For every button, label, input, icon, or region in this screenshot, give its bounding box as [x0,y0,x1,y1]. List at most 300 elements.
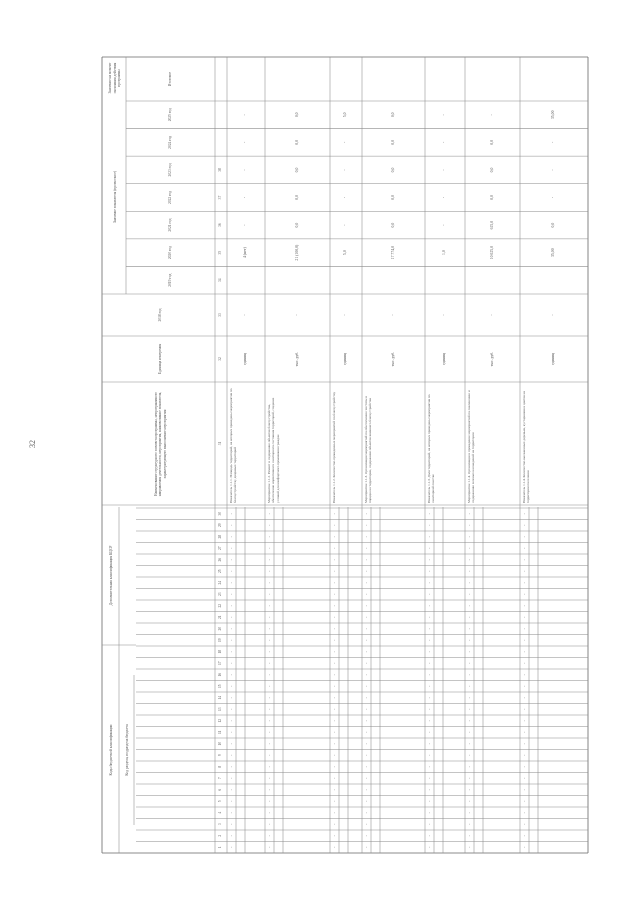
classification-mark: - [333,789,337,791]
classification-mark: - [230,616,234,618]
classification-mark: - [365,674,369,676]
value-cell: - [442,169,446,171]
classification-mark: - [365,536,369,538]
classification-mark: - [268,570,272,572]
classification-mark: - [365,835,369,837]
classification-mark: - [365,616,369,618]
classification-mark: - [230,524,234,526]
value-cell: 10 025,0 [489,246,494,260]
classification-mark: - [428,628,432,630]
classification-mark: - [468,582,472,584]
unit-cell: единиц [442,353,446,365]
classification-mark: - [523,812,527,814]
indicator-description: Показатель 1.1.4. Количество высаженных деревьев, кустарников и цветов на территории поселения [522,391,531,503]
value-cell: 0,0 [489,167,494,173]
classification-mark: - [523,835,527,837]
value-cell: 0,0 [390,195,395,200]
classification-mark: - [523,720,527,722]
value-cell: 0,0 [390,222,395,228]
column-number: 35 [218,250,222,255]
classification-mark: - [428,835,432,837]
unit-cell: тыс. руб. [489,351,494,367]
classification-mark: - [468,651,472,653]
classification-mark: - [268,754,272,756]
classification-mark: - [428,651,432,653]
value-cell: - [442,114,446,116]
classification-mark: - [428,662,432,664]
year-header: 2019 год [168,273,173,287]
classification-mark: - [428,789,432,791]
classification-mark: - [268,674,272,676]
classification-mark: - [268,536,272,538]
classification-mark: - [523,628,527,630]
value-cell: - [343,314,347,316]
classification-mark: - [333,708,337,710]
classification-mark: - [333,835,337,837]
classification-mark: - [468,513,472,515]
classification-mark: - [268,628,272,630]
classification-mark: - [428,605,432,607]
year-header: 2024 год [168,135,173,149]
classification-mark: - [333,616,337,618]
classification-mark: - [468,766,472,768]
classification-mark: - [268,582,272,584]
classification-mark: - [468,628,472,630]
year-header: 2021 год [168,218,173,232]
classification-mark: - [365,754,369,756]
classification-mark: - [365,685,369,687]
classification-mark: - [428,743,432,745]
classification-mark: - [268,639,272,641]
value-cell: 35,00 [551,110,555,120]
classification-mark: - [365,628,369,630]
classification-mark: - [468,720,472,722]
classification-mark: - [428,823,432,825]
classification-mark: - [333,662,337,664]
value-cell: - [243,196,247,199]
classification-mark: - [523,536,527,538]
classification-mark: - [428,547,432,549]
classification-mark: - [468,662,472,664]
classification-mark: - [428,800,432,802]
classification-mark: - [230,628,234,630]
classification-mark: - [523,731,527,733]
column-number: 17 [218,661,222,666]
classification-mark: - [230,720,234,722]
classification-mark: - [333,536,337,538]
classification-mark: - [333,593,337,595]
classification-mark: - [365,593,369,595]
value-cell: 615,0 [489,220,494,230]
classification-mark: - [468,605,472,607]
column-number: 2 [218,834,222,837]
classification-mark: - [230,605,234,607]
value-cell: - [243,141,247,144]
classification-mark: - [428,536,432,538]
column-number: 8 [218,765,222,768]
classification-mark: - [365,513,369,515]
classification-mark: - [333,743,337,745]
classification-group-header: Коды бюджетной классификации [108,724,113,776]
classification-mark: - [268,766,272,768]
value-cell: - [442,314,446,316]
classification-mark: - [428,754,432,756]
classification-mark: - [230,835,234,837]
column-number: 30 [218,511,222,516]
unit-cell: единиц [243,353,247,365]
classification-mark: - [468,835,472,837]
classification-mark: - [428,846,432,848]
classification-mark: - [230,754,234,756]
classification-mark: - [365,766,369,768]
column-number: 3 [218,823,222,826]
classification-mark: - [365,639,369,641]
classification-mark: - [333,754,337,756]
classification-mark: - [468,685,472,687]
classification-mark: - [333,570,337,572]
value-cell: 0,0 [294,140,299,145]
classification-mark: - [523,697,527,699]
classification-mark: - [365,812,369,814]
classification-mark: - [333,823,337,825]
classification-mark: - [230,593,234,595]
base-year-header: 2018 год [158,308,163,322]
value-cell: 17 774,0 [390,246,395,260]
classification-mark: - [268,743,272,745]
classification-mark: - [468,547,472,549]
column-number: 28 [218,534,222,539]
classification-mark: - [468,536,472,538]
classification-mark: - [365,731,369,733]
classification-mark: - [523,800,527,802]
classification-mark: - [428,766,432,768]
classification-mark: - [333,800,337,802]
value-cell: - [551,314,555,316]
classification-mark: - [523,559,527,561]
column-number: 36 [218,223,222,227]
classification-mark: - [268,731,272,733]
column-number: 33 [218,313,222,317]
year-header: 2022 год [168,191,173,205]
classification-mark: - [365,570,369,572]
total-group-header: Значение на момент окончания действия программы [108,62,122,94]
column-number: 26 [218,557,222,562]
classification-mark: - [523,616,527,618]
classification-mark: - [523,513,527,515]
indicator-description: Мероприятие 1.1.3. Организация мероприятий по обеспечению чистоты и порядка на территории, содержание объектов внешнего благоустройства [364,395,373,503]
classification-mark: - [333,547,337,549]
classification-mark: - [268,823,272,825]
classification-mark: - [523,754,527,756]
value-cell: 0,0 [489,140,494,145]
classification-mark: - [365,605,369,607]
classification-mark: - [230,651,234,653]
value-cell: - [551,196,555,199]
classification-mark: - [468,639,472,641]
classification-mark: - [523,593,527,595]
classification-mark: - [428,697,432,699]
column-number: 6 [218,788,222,791]
classification-mark: - [268,593,272,595]
classification-mark: - [333,685,337,687]
classification-mark: - [365,800,369,802]
classification-mark: - [333,731,337,733]
rotated-table [100,55,590,855]
classification-mark: - [523,674,527,676]
classification-mark: - [230,812,234,814]
column-number: 27 [218,546,222,551]
classification-mark: - [523,662,527,664]
indicator-description: Показатель 1.1.1. Площадь территорий, на которых проведены мероприятия по благоустройству дворовых территорий [229,388,238,503]
column-number: 13 [218,707,222,712]
classification-mark: - [365,524,369,526]
classification-mark: - [230,570,234,572]
year-header: 2020 год [168,246,173,260]
classification-mark: - [428,708,432,710]
value-cell: - [390,314,395,316]
unit-cell: тыс. руб. [390,351,395,367]
classification-mark: - [428,616,432,618]
column-number: 7 [218,777,222,780]
value-cell: 5,0 [343,112,347,118]
classification-mark: - [523,651,527,653]
classification-mark: - [428,720,432,722]
column-number: 25 [218,569,222,574]
indicator-description: Мероприятие 1.1.4. Организация и проведение мероприятий по озеленению и содержанию зеленых насаждений на территории [467,390,476,503]
classification-mark: - [230,708,234,710]
value-cell: - [551,169,555,171]
classification-mark: - [523,743,527,745]
unit-header: Единица измерения [158,343,163,375]
column-number: 32 [218,357,222,361]
indicator-title-header: Наименование структурного элемента программы, непрограммного направления деятельности, мероприятия, наименование показателя, характеризующего выполнение мероприятия [153,391,167,497]
classification-mark: - [365,651,369,653]
classification-mark: - [333,524,337,526]
classification-mark: - [268,662,272,664]
column-number: 5 [218,800,222,803]
value-cell: 0,0 [294,112,299,118]
classification-mark: - [230,674,234,676]
classification-mark: - [230,547,234,549]
column-number: 34 [218,278,222,283]
classification-mark: - [268,697,272,699]
value-cell: 5,0 [343,250,347,256]
classification-mark: - [365,559,369,561]
value-cell: 0,0 [390,140,395,145]
classification-mark: - [268,651,272,653]
classification-mark: - [230,536,234,538]
unit-cell: тыс. руб. [294,351,299,367]
classification-mark: - [268,708,272,710]
value-cell: - [442,224,446,226]
classification-mark: - [428,524,432,526]
column-number: 20 [218,626,222,631]
classification-mark: - [230,697,234,699]
year-header: 2023 год [168,163,173,177]
column-number: 18 [218,649,222,654]
classification-mark: - [268,685,272,687]
classification-mark: - [365,846,369,848]
classification-mark: - [428,582,432,584]
classification-mark: - [428,812,432,814]
value-cell: - [294,314,299,316]
classification-mark: - [523,685,527,687]
column-number: 23 [218,592,222,597]
classification-mark: - [523,639,527,641]
value-cell: 21 (100,0) [294,244,299,261]
classification-mark: - [468,524,472,526]
classification-mark: - [230,559,234,561]
column-number: 12 [218,718,222,723]
classification-mark: - [428,593,432,595]
classification-mark: - [365,708,369,710]
unit-cell: единиц [551,353,555,365]
value-cell: - [343,196,347,199]
classification-mark: - [365,823,369,825]
classification-mark: - [333,582,337,584]
classification-mark: - [468,777,472,779]
value-cell: 0,0 [390,167,395,173]
classification-mark: - [333,766,337,768]
classification-mark: - [365,582,369,584]
classification-mark: - [468,593,472,595]
value-cell: - [243,114,247,116]
extra-group-header: Дополнительная классификация КЦСР [108,545,113,606]
classification-mark: - [468,812,472,814]
indicator-description: Показатель 1.1.3. Доля территорий, на которых проведены мероприятия по санитарной очистке [427,394,436,503]
column-number: 21 [218,615,222,620]
classification-mark: - [333,639,337,641]
value-cell: - [343,224,347,226]
classification-mark: - [268,720,272,722]
classification-mark: - [268,789,272,791]
value-cell: - [442,141,446,144]
classification-mark: - [333,720,337,722]
classification-mark: - [230,766,234,768]
classification-mark: - [365,720,369,722]
classification-mark: - [365,662,369,664]
classification-mark: - [333,674,337,676]
classification-mark: - [333,605,337,607]
classification-mark: - [523,605,527,607]
classification-mark: - [468,800,472,802]
classification-mark: - [268,800,272,802]
column-number: 31 [218,441,222,446]
classification-mark: - [365,743,369,745]
year-header: Итоговое [168,71,173,87]
classification-mark: - [428,559,432,561]
column-number: 4 [218,811,222,814]
value-cell: 0,0 [489,195,494,200]
classification-mark: - [268,835,272,837]
classification-mark: - [333,846,337,848]
classification-mark: - [468,570,472,572]
classification-mark: - [230,823,234,825]
classification-mark: - [268,777,272,779]
year-header: 2025 год [168,108,173,122]
classification-mark: - [230,731,234,733]
value-cell: 0,0 [294,167,299,173]
indicator-description: Показатель 1.1.2. Количество проведенных мероприятий по благоустройству [332,391,336,503]
column-number: 37 [218,195,222,200]
classification-mark: - [268,547,272,549]
classification-mark: - [333,651,337,653]
classification-mark: - [468,674,472,676]
classification-mark: - [523,524,527,526]
value-cell: 0,0 [294,195,299,200]
classification-mark: - [333,628,337,630]
expense-group-header: Код раздела, подраздела бюджета [124,724,129,776]
classification-mark: - [428,674,432,676]
classification-mark: - [268,846,272,848]
page-number: 32 [28,440,37,448]
classification-mark: - [230,639,234,641]
classification-mark: - [268,559,272,561]
classification-mark: - [523,708,527,710]
value-cell: 1,0 [442,250,446,256]
classification-mark: - [230,513,234,515]
classification-mark: - [428,685,432,687]
values-group-header: Значение показателя (прогнозное) [112,170,117,224]
classification-mark: - [428,731,432,733]
classification-mark: - [333,513,337,515]
indicator-description: Мероприятие 1.1.2. Ремонт и содержание объектов благоустройства, обеспечение нормативного санитарного состояния территорий, создание условий для комфортного проживания граждан [267,397,280,503]
classification-mark: - [523,777,527,779]
classification-mark: - [428,570,432,572]
value-cell: - [243,169,247,171]
unit-cell: единиц [343,353,347,365]
classification-mark: - [230,789,234,791]
classification-mark: - [468,846,472,848]
classification-mark: - [428,639,432,641]
classification-mark: - [523,582,527,584]
column-number: 22 [218,603,222,608]
classification-mark: - [468,754,472,756]
classification-mark: - [230,662,234,664]
value-cell: 0,0 [551,222,555,228]
classification-mark: - [365,697,369,699]
value-cell: - [489,314,494,316]
classification-mark: - [365,789,369,791]
classification-mark: - [230,800,234,802]
classification-mark: - [333,777,337,779]
classification-mark: - [468,616,472,618]
classification-mark: - [333,697,337,699]
classification-mark: - [428,513,432,515]
value-cell: - [243,224,247,226]
column-number: 19 [218,638,222,643]
column-number: 15 [218,684,222,689]
column-number: 16 [218,672,222,677]
classification-mark: - [268,513,272,515]
value-cell: 4 (нет) [243,247,247,259]
classification-mark: - [268,605,272,607]
classification-mark: - [468,743,472,745]
classification-mark: - [523,547,527,549]
value-cell: - [489,114,494,116]
column-number: 10 [218,741,222,746]
classification-mark: - [523,766,527,768]
classification-mark: - [468,789,472,791]
classification-mark: - [468,697,472,699]
classification-mark: - [230,777,234,779]
column-number: 29 [218,523,222,528]
classification-mark: - [268,812,272,814]
classification-mark: - [523,846,527,848]
classification-mark: - [523,823,527,825]
classification-mark: - [468,708,472,710]
value-cell: 0,0 [390,112,395,118]
